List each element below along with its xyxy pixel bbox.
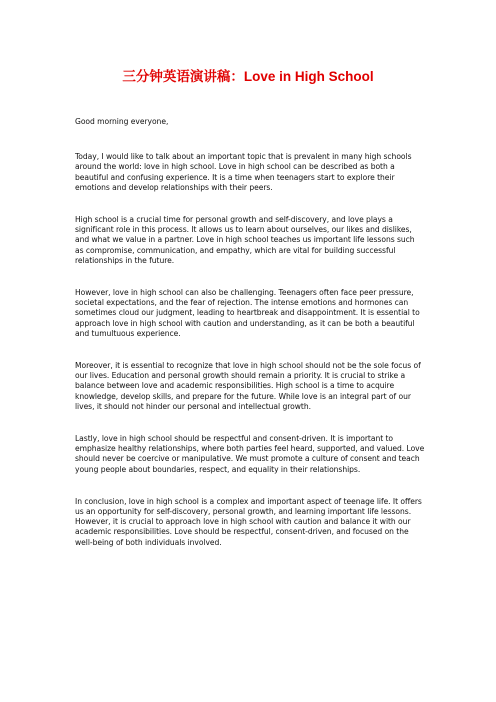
paragraph-conclusion: In conclusion, love in high school is a complex and important aspect of teenage life. It offers us an opportunity for self-discovery, personal growth, and learning important life lessons. However, it is crucial to approach love in high school with caution and balance it with our academic responsibilities. Love should be respectful, consent-driven, and focused on the well-being of both individuals involved. [75, 496, 422, 547]
document-body [75, 117, 425, 548]
paragraph-intro: Today, I would like to talk about an important topic that is prevalent in many high schools around the world: love in high school. Love in high school can be described as both a beautiful and confusing experience. It is a time when teenagers start to explore their emotions and develop relationships with their peers. [75, 152, 412, 192]
document-title: 三分钟英语演讲稿：Love in High School [122, 69, 374, 84]
paragraph-balance: Moreover, it is essential to recognize that love in high school should not be the sole focus of our lives. Education and personal growth should remain a priority. It is crucial to strike a balance between love and academic responsibilities. High school is a time to acquire knowledge, develop skills, and prepare for the future. While love is an integral part of our lives, it should not hinder our personal and intellectual growth. [75, 361, 421, 411]
greeting: Good morning everyone, [75, 117, 169, 126]
paragraph-challenges: However, love in high school can also be challenging. Teenagers often face peer pressure, societal expectations, and the fear of rejection. The intense emotions and hormones can sometimes cloud our judgment, leading to heartbreak and disappointment. It is essential to approach love in high school with caution and understanding, as it can be both a beautiful and tumultuous experience. [75, 288, 420, 338]
paragraph-respect: Lastly, love in high school should be respectful and consent-driven. It is important to emphasize healthy relationships, where both parties feel heard, supported, and valued. Love should never be coercive or manipulative. We must promote a culture of consent and teach young people about boundaries, respect, and equality in their relationships. [75, 434, 425, 474]
paragraph-growth: High school is a crucial time for personal growth and self-discovery, and love plays a significant role in this process. It allows us to learn about ourselves, our likes and dislikes, and what we value in a partner. Love in high school teaches us important life lessons such as compromise, communication, and empathy, which are vital for building successful relationships in the future. [75, 215, 415, 265]
